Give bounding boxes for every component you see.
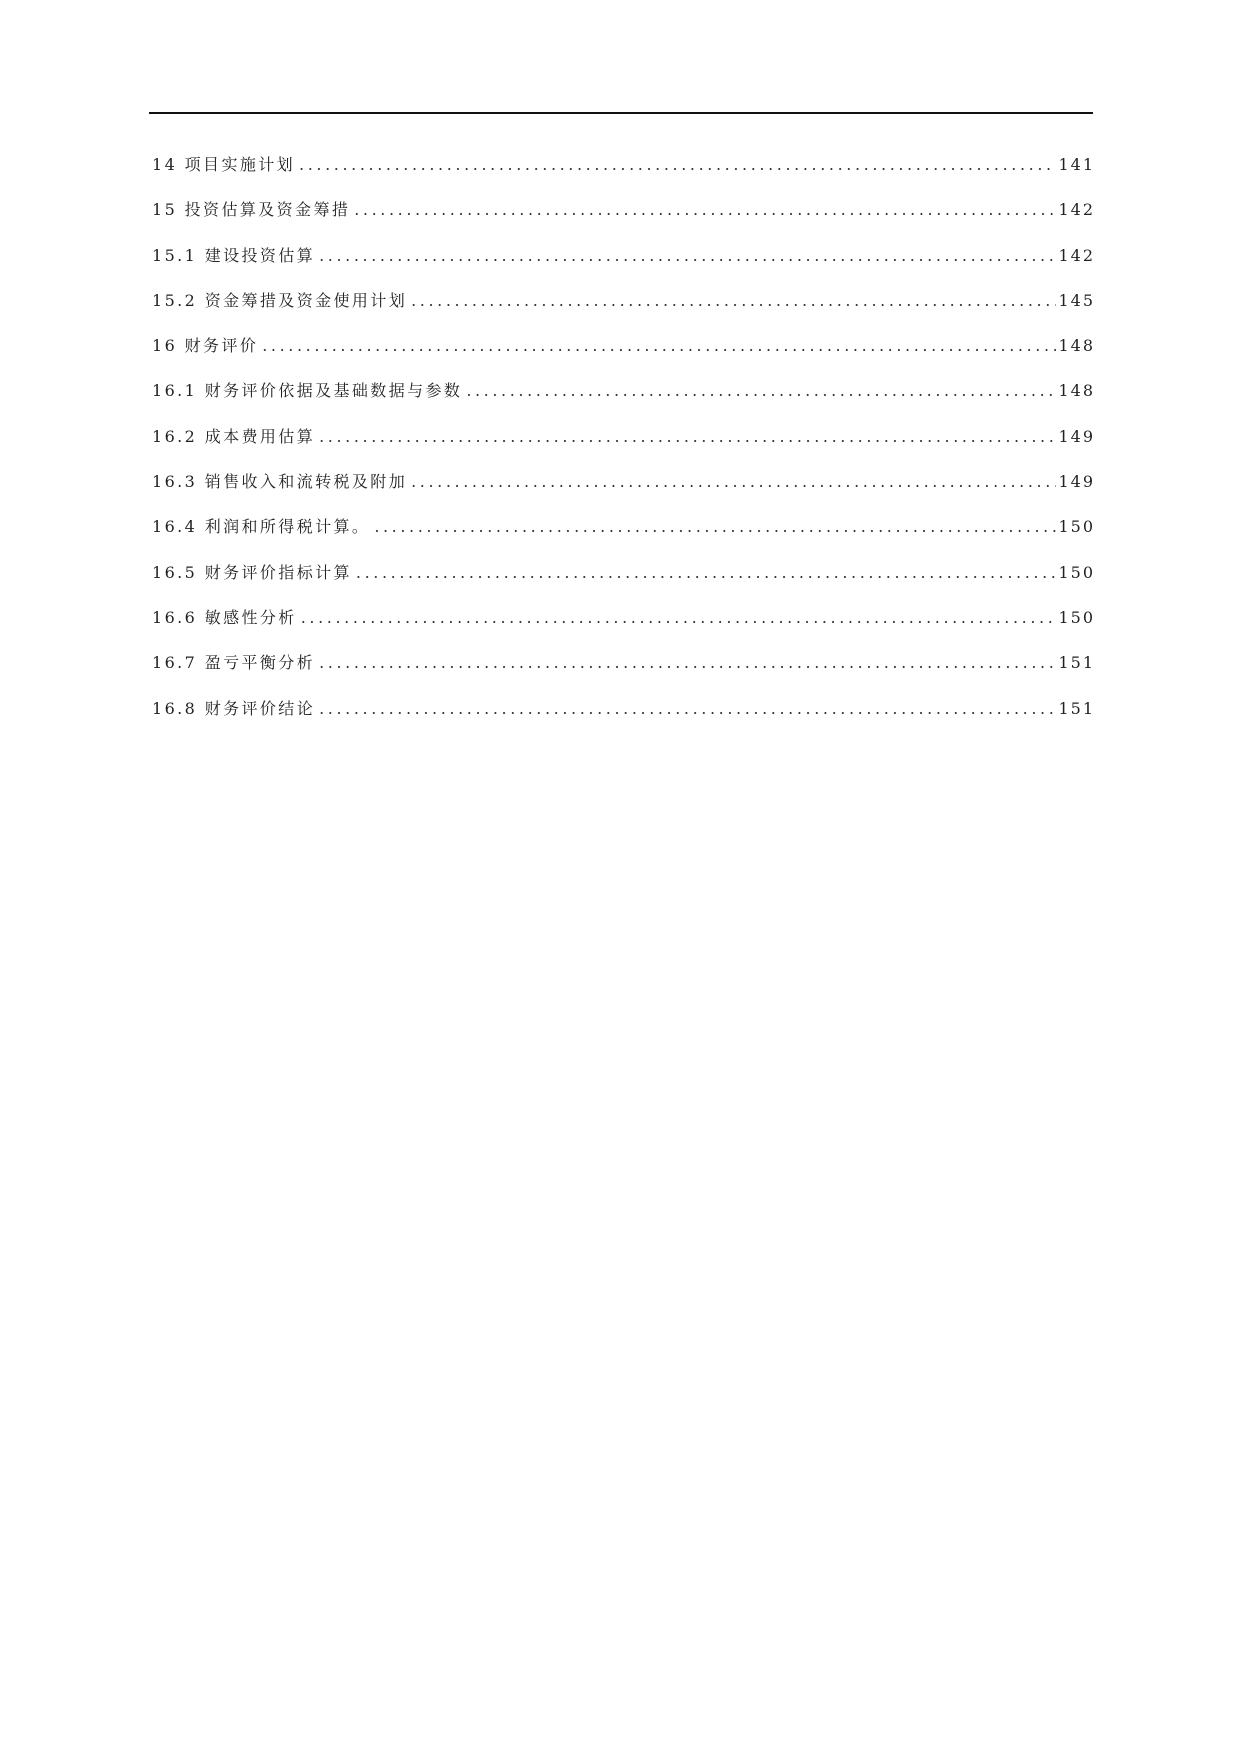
toc-entry-title: 15 投资估算及资金筹措: [152, 200, 351, 220]
toc-entry-title: 16.6 敏感性分析: [152, 607, 297, 627]
toc-entry: [152, 333, 1095, 378]
toc-entry: [152, 696, 1095, 741]
toc-dot-leader: [319, 246, 1056, 265]
toc-dot-leader: [301, 608, 1057, 627]
toc-entry-title: 16.2 成本费用估算: [152, 426, 316, 446]
toc-entry-page-number: 150: [1058, 562, 1095, 582]
toc-entry-page-number: 145: [1058, 290, 1095, 310]
toc-entry-page-number: 149: [1058, 472, 1095, 492]
table-of-contents: [152, 152, 1095, 741]
toc-dot-leader: [374, 517, 1056, 536]
toc-entry-title: 15.1 建设投资估算: [152, 245, 316, 265]
header-rule: [149, 112, 1093, 114]
toc-entry-title: 16.3 销售收入和流转税及附加: [152, 472, 408, 492]
toc-entry: [152, 424, 1095, 469]
toc-entry: [152, 243, 1095, 288]
toc-dot-leader: [319, 699, 1056, 718]
toc-entry-title: 16.4 利润和所得税计算。: [152, 517, 371, 537]
toc-dot-leader: [411, 472, 1056, 491]
toc-entry: [152, 514, 1095, 559]
toc-dot-leader: [466, 381, 1056, 400]
toc-entry: [152, 650, 1095, 695]
toc-entry-title: 16.1 财务评价依据及基础数据与参数: [152, 381, 463, 401]
toc-dot-leader: [299, 155, 1056, 174]
toc-entry: [152, 197, 1095, 242]
toc-entry-page-number: 141: [1058, 155, 1095, 174]
toc-entry: [152, 378, 1095, 423]
toc-entry-page-number: 148: [1058, 336, 1095, 356]
toc-entry-page-number: 142: [1058, 200, 1095, 220]
toc-entry-title: 16 财务评价: [152, 336, 259, 356]
toc-entry: [152, 288, 1095, 333]
toc-entry-title: 15.2 资金筹措及资金使用计划: [152, 290, 408, 310]
toc-dot-leader: [319, 427, 1056, 446]
toc-entry: [152, 605, 1095, 650]
toc-entry-page-number: 151: [1058, 653, 1095, 673]
toc-entry: [152, 152, 1095, 197]
toc-dot-leader: [319, 653, 1056, 672]
toc-dot-leader: [354, 200, 1056, 219]
toc-entry-page-number: 150: [1058, 607, 1095, 627]
toc-entry-page-number: 142: [1058, 245, 1095, 265]
toc-entry-title: 16.7 盈亏平衡分析: [152, 653, 316, 673]
toc-entry-title: 16.5 财务评价指标计算: [152, 562, 352, 582]
toc-entry-page-number: 151: [1058, 698, 1095, 718]
toc-entry-page-number: 150: [1058, 517, 1095, 537]
toc-entry-page-number: 148: [1058, 381, 1095, 401]
toc-dot-leader: [356, 563, 1057, 582]
toc-entry: [152, 560, 1095, 605]
toc-entry-page-number: 149: [1058, 426, 1095, 446]
toc-entry: [152, 469, 1095, 514]
toc-entry-title: 16.8 财务评价结论: [152, 698, 316, 718]
toc-dot-leader: [411, 291, 1056, 310]
toc-entry-title: 14 项目实施计划: [152, 155, 296, 174]
toc-dot-leader: [262, 336, 1056, 355]
